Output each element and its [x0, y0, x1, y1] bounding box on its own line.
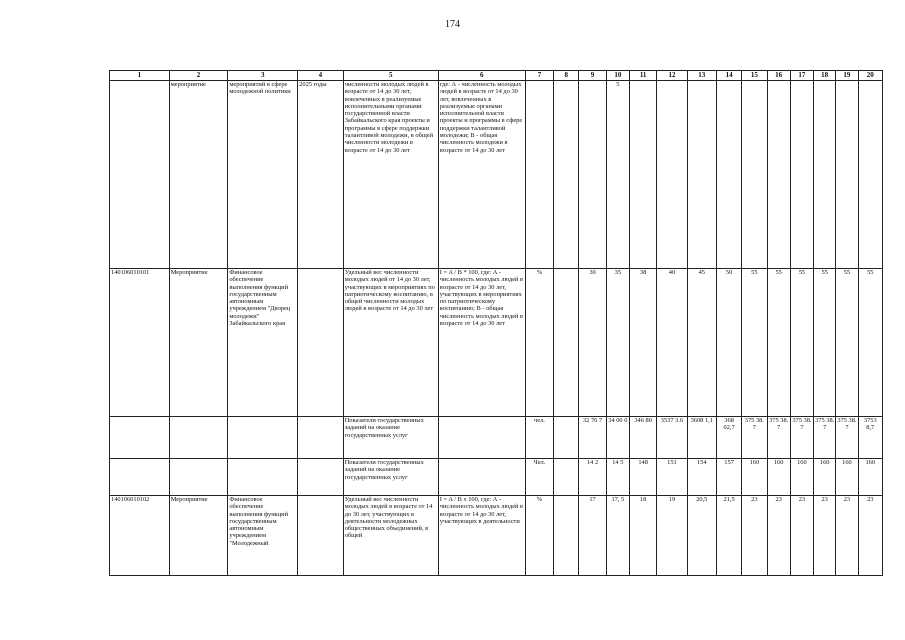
cell-period: 2025 годы [298, 81, 344, 269]
page-number: 174 [445, 19, 460, 30]
cell-formula: I = A / B * 100, где: А - численность молодых людей в возрасте от 14 до 30 лет, участвующих в мероприятиях по патриотическому воспитанию; В - общая численность молодых людей в возрасте от 14 до 30 лет [438, 269, 525, 417]
cell-value: 160 [790, 459, 813, 496]
cell-value: 160 [742, 459, 767, 496]
col-header: 12 [657, 71, 687, 81]
col-header: 4 [298, 71, 344, 81]
cell-value: 368 02,7 [716, 417, 741, 459]
cell [438, 417, 525, 459]
cell-value: 19 [657, 496, 687, 576]
cell-value: 160 [767, 459, 790, 496]
indicators-table [109, 70, 883, 576]
cell-value: 20,5 [687, 496, 716, 576]
table-row [110, 269, 883, 417]
cell-value: 23 [858, 496, 882, 576]
cell-name: мероприятий в сфере молодежной политики [228, 81, 298, 269]
col-header: 6 [438, 71, 525, 81]
cell [858, 81, 882, 269]
cell [298, 417, 344, 459]
cell [169, 417, 228, 459]
cell-value: 30 [579, 269, 606, 417]
cell-type: Мероприятие [169, 269, 228, 417]
table-row [110, 496, 883, 576]
cell-unit: Чел. [525, 459, 553, 496]
cell [438, 459, 525, 496]
cell-value: 34 00 0 [606, 417, 629, 459]
cell-value: 160 [836, 459, 858, 496]
cell-value: 3537 3.6 [657, 417, 687, 459]
cell-value: 3608 1,1 [687, 417, 716, 459]
col-header: 19 [836, 71, 858, 81]
cell-value: 346 80 [629, 417, 656, 459]
cell [790, 81, 813, 269]
cell-formula: где: А - численность молодых людей в возрасте от 14 до 30 лет, вовлеченных в реализуемые органами исполнительной власти проекты и программы в сфере поддержки талантливой молодежи; В - общая численность молодежи в возрасте от 14 до 30 лет [438, 81, 525, 269]
cell [814, 81, 836, 269]
cell-value: 17 [579, 496, 606, 576]
col-header: 7 [525, 71, 553, 81]
cell [554, 417, 579, 459]
header-row [110, 71, 883, 81]
cell-value: 375 38. 7 [742, 417, 767, 459]
cell-value: 5 [606, 81, 629, 269]
cell-value: 38 [629, 269, 656, 417]
cell [110, 459, 170, 496]
cell-value: 23 [814, 496, 836, 576]
cell-indicator: численности молодых людей в возрасте от 14 до 30 лет, вовлеченных в реализуемые исполнительными органами государственной власти Забайкальского края проекты и программы в сфере поддержки талантливой молодежи, в общей численности молодежи в возрасте от 14 до 30 лет [343, 81, 438, 269]
col-header: 9 [579, 71, 606, 81]
col-header: 14 [716, 71, 741, 81]
cell-value: 3753 8,7 [858, 417, 882, 459]
cell-code: 140106010102 [110, 496, 170, 576]
cell-value: 375 38. 7 [836, 417, 858, 459]
cell-value: 23 [790, 496, 813, 576]
table-row [110, 417, 883, 459]
cell-unit: % [525, 496, 553, 576]
cell-value: 55 [742, 269, 767, 417]
col-header: 1 [110, 71, 170, 81]
cell-value: 32 76 7 [579, 417, 606, 459]
cell [687, 81, 716, 269]
cell [657, 81, 687, 269]
cell-value: 21,5 [716, 496, 741, 576]
col-header: 18 [814, 71, 836, 81]
col-header: 17 [790, 71, 813, 81]
cell-value: 157 [716, 459, 741, 496]
col-header: 11 [629, 71, 656, 81]
cell [110, 81, 170, 269]
cell-type: Мероприятие [169, 496, 228, 576]
cell-indicator: Показатели государственных заданий на оказание государственных услуг [343, 459, 438, 496]
cell-code: 140106010101 [110, 269, 170, 417]
table-row [110, 459, 883, 496]
cell-value: 375 38. 7 [790, 417, 813, 459]
cell [525, 81, 553, 269]
cell-value: 23 [836, 496, 858, 576]
cell-unit: чел. [525, 417, 553, 459]
cell [169, 459, 228, 496]
cell [228, 459, 298, 496]
cell-indicator: Удельный вес численности молодых людей в возрасте от 14 до 30 лет, участвующих в деятельности молодежных общественных объединений, в общей [343, 496, 438, 576]
cell-value: 55 [858, 269, 882, 417]
cell [716, 81, 741, 269]
cell-value: 55 [814, 269, 836, 417]
cell-name: Финансовое обеспечение выполнения функций государственным автономным учреждением "Молодежный [228, 496, 298, 576]
cell-value: 23 [767, 496, 790, 576]
cell-value: 148 [629, 459, 656, 496]
cell-value: 151 [657, 459, 687, 496]
cell [554, 496, 579, 576]
cell-value: 55 [790, 269, 813, 417]
cell [298, 459, 344, 496]
cell-value: 154 [687, 459, 716, 496]
col-header: 15 [742, 71, 767, 81]
cell [110, 417, 170, 459]
cell-indicator: Показатели государственных заданий на оказание государственных услуг [343, 417, 438, 459]
cell-value: 17, 5 [606, 496, 629, 576]
cell-value: 160 [858, 459, 882, 496]
col-header: 10 [606, 71, 629, 81]
cell-unit: % [525, 269, 553, 417]
cell [298, 269, 344, 417]
cell-value: 23 [742, 496, 767, 576]
cell [554, 81, 579, 269]
cell-value: 160 [814, 459, 836, 496]
cell-formula: I = A / B x 100, где: А - численность молодых людей в возрасте от 14 до 30 лет, участвующих в деятельности [438, 496, 525, 576]
table-row-continuation [110, 81, 883, 269]
cell-value: 375 38. 7 [814, 417, 836, 459]
cell-value: 40 [657, 269, 687, 417]
col-header: 13 [687, 71, 716, 81]
cell [298, 496, 344, 576]
cell-value: 14 5 [606, 459, 629, 496]
col-header: 5 [343, 71, 438, 81]
col-header: 8 [554, 71, 579, 81]
cell [554, 269, 579, 417]
cell [228, 417, 298, 459]
cell-value: 55 [767, 269, 790, 417]
cell-value: 375 38. 7 [767, 417, 790, 459]
cell-value: 18 [629, 496, 656, 576]
col-header: 3 [228, 71, 298, 81]
cell [742, 81, 767, 269]
cell-value: 55 [836, 269, 858, 417]
cell-type: мероприятие [169, 81, 228, 269]
cell-value: 14 2 [579, 459, 606, 496]
cell-value: 50 [716, 269, 741, 417]
cell-name: Финансовое обеспечение выполнения функций государственным автономным учреждением "Дворец молодежи" Забайкальского края [228, 269, 298, 417]
cell-indicator: Удельный вес численности молодых людей от 14 до 30 лет, участвующих в мероприятиях по патриотическому воспитанию, в общей численности молодых людей в возрасте от 14 до 30 лет [343, 269, 438, 417]
cell [579, 81, 606, 269]
cell [554, 459, 579, 496]
cell-value: 35 [606, 269, 629, 417]
col-header: 20 [858, 71, 882, 81]
cell-value: 45 [687, 269, 716, 417]
col-header: 2 [169, 71, 228, 81]
cell [767, 81, 790, 269]
cell [629, 81, 656, 269]
cell [836, 81, 858, 269]
col-header: 16 [767, 71, 790, 81]
